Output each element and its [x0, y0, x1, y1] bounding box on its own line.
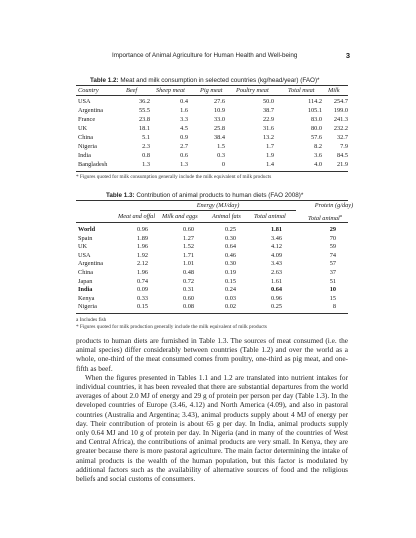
table-1-2-cell: 2.7 — [180, 143, 188, 150]
energy-group-header: Energy (MJ/day) — [196, 202, 240, 209]
table-1-2-header-rule — [76, 95, 348, 96]
table-1-3-row-label: Nigeria — [78, 303, 97, 311]
table-1-3-header-rule — [76, 222, 348, 223]
table-1-2-col-header: Beef — [126, 87, 138, 94]
table-1-2-caption-text: Meat and milk consumption in selected countries (kg/head/year) (FAO)* — [118, 77, 320, 84]
table-1-2-cell: 4.0 — [314, 161, 322, 168]
table-1-2-row-label: Bangladesh — [78, 161, 108, 168]
table-1-3-cell: 0.30 — [224, 260, 236, 268]
table-1-2-cell: 0.3 — [217, 152, 225, 159]
table-1-3-cell: 70 — [329, 234, 336, 242]
table-1-3-cell: 1.01 — [182, 260, 194, 268]
table-1-2-cell: 55.5 — [138, 107, 150, 114]
table-1-3-col-header: Milk and eggs — [162, 213, 198, 220]
table-1-3-cell: 0.30 — [224, 234, 236, 242]
table-1-2-cell: 36.2 — [138, 98, 150, 105]
table-1-3-row-label: USA — [78, 251, 91, 259]
table-1-3-cell: 0.25 — [270, 303, 282, 311]
table-1-2-caption — [90, 77, 320, 84]
table-1-3-row-label: Kenya — [78, 294, 95, 302]
table-1-2-cell: 0 — [221, 161, 225, 168]
table-1-3-cell: 0.19 — [224, 269, 236, 276]
table-1-3-cell: 10 — [329, 286, 336, 294]
table-1-3-row-label: World — [78, 226, 96, 233]
table-1-3-cell: 74 — [329, 251, 336, 259]
table-1-2-cell: 21.9 — [336, 161, 348, 168]
table-1-3-cell: 8 — [332, 303, 336, 311]
table-1-3-cell: 1.27 — [182, 234, 194, 242]
energy-group-rule — [140, 210, 296, 211]
table-1-2-cell: 4.5 — [180, 125, 188, 132]
table-1-2-cell: 1.7 — [266, 143, 274, 150]
table-1-2-cell: 23.8 — [138, 116, 150, 123]
table-1-2-label: Table 1.2: — [90, 77, 119, 84]
table-1-3-cell: 1.96 — [136, 269, 148, 276]
table-1-2-cell: 50.0 — [262, 98, 274, 105]
table-1-2-cell: 3.6 — [314, 152, 322, 159]
table-1-2-bottom-rule — [76, 171, 348, 172]
table-1-3-cell: 1.71 — [182, 251, 194, 259]
table-1-2-cell: 5.1 — [142, 134, 150, 141]
table-1-3-cell: 0.25 — [224, 226, 236, 233]
table-1-2-cell: 25.8 — [213, 125, 225, 132]
table-1-3-cell: 1.92 — [136, 251, 148, 259]
table-1-3-cell: 0.46 — [224, 251, 236, 259]
table-1-3-top-rule — [76, 200, 348, 201]
footnote-marker-a: a — [339, 213, 343, 218]
paragraph-2: When the figures presented in Tables 1.1 and 1.2 are translated into nutrient intakes for individual countries, it has been revealed that there are substantial departures from the world averages of about 2.0 MJ of energy and 29 g of protein per person per day (Table 1.3). In the developed countries of Europe (3.46, 4.12) and North America (4.09), and also in pastoral countries (Australia and Argentina; 3.43), animal products supply about 4 MJ of energy per day. Their contribution of protein is about 65 g per day. In India, animal products supply only 0.64 MJ and 10 g of protein per day. In Nigeria (and in many of the countries of West and Central Africa), the contributions of animal products are very small. In Kenya, they are greater because there is more pastoral agriculture. The main factor determining the intake of animal products is the wealth of the human population, but this factor is modulated by additional factors such as the availability of alternative sources of food and the religious beliefs and social customs of consumers. — [76, 372, 348, 484]
table-1-3-cell: 0.24 — [224, 286, 236, 294]
table-1-3-cell: 0.60 — [182, 226, 194, 233]
table-1-3-cell: 0.64 — [270, 286, 282, 294]
table-1-3-cell: 1.61 — [270, 277, 282, 285]
table-1-2-cell: 1.3 — [142, 161, 150, 168]
table-1-3-cell: 0.64 — [224, 243, 236, 251]
table-1-3-label: Table 1.3: — [106, 192, 135, 199]
table-1-2-cell: 7.9 — [340, 143, 348, 150]
table-1-2-cell: 254.7 — [333, 98, 348, 105]
table-1-2-row-label: India — [78, 152, 91, 159]
table-1-3-col-header: Meat and offal — [118, 213, 156, 220]
table-1-3-cell: 51 — [329, 277, 336, 285]
table-1-3-cell: 0.15 — [136, 303, 148, 311]
table-1-3-footnote-a: a Includes fish — [76, 317, 107, 323]
table-1-2-cell: 1.5 — [217, 143, 225, 150]
table-1-2-cell: 0.6 — [180, 152, 188, 159]
table-1-3-bottom-rule — [76, 313, 348, 314]
table-1-3-row-label: India — [78, 286, 93, 294]
table-1-2-cell: 3.3 — [180, 116, 188, 123]
table-1-2-row-label: France — [78, 116, 96, 123]
table-1-2-cell: 1.4 — [266, 161, 274, 168]
table-1-2-cell: 1.9 — [266, 152, 274, 159]
table-1-2-col-header: Pig meat — [200, 87, 223, 94]
table-1-2-cell: 1.3 — [180, 161, 188, 168]
table-1-2-cell: 0.9 — [180, 134, 188, 141]
table-1-3-row-label: Spain — [78, 234, 93, 242]
protein-group-header: Protein (g/day) — [314, 202, 354, 209]
table-1-3-cell: 0.02 — [224, 303, 236, 311]
table-1-2-cell: 33.0 — [213, 116, 225, 123]
table-1-2-col-header: Sheep meat — [156, 87, 185, 94]
table-1-2-row-label: Argentina — [78, 107, 104, 114]
table-1-2-cell: 22.9 — [262, 116, 274, 123]
table-1-2-cell: 0.4 — [180, 98, 188, 105]
table-1-3-cell: 1.96 — [136, 243, 148, 251]
running-title: Importance of Animal Agriculture for Human Health and Well-being — [112, 52, 298, 59]
table-1-3-cell: 29 — [329, 226, 336, 233]
table-1-3-caption — [106, 192, 303, 199]
table-1-3-cell: 0.48 — [182, 269, 194, 276]
table-1-2-row-label: China — [78, 134, 94, 141]
table-1-3-cell: 2.12 — [136, 260, 148, 268]
table-1-2-cell: 232.2 — [333, 125, 348, 132]
table-1-3-cell: 37 — [329, 269, 336, 276]
table-1-2-cell: 10.9 — [213, 107, 225, 114]
table-1-2-cell: 38.4 — [213, 134, 225, 141]
table-1-3-cell: 3.46 — [270, 234, 282, 242]
table-1-2-cell: 114.2 — [308, 98, 322, 105]
table-1-2-cell: 1.6 — [180, 107, 188, 114]
table-1-2-cell: 38.7 — [262, 107, 274, 114]
page-number: 3 — [345, 51, 350, 60]
table-1-3-row-label: UK — [78, 243, 88, 251]
paragraph-1: products to human diets are furnished in Table 1.3. The sources of meat consumed (i.e. the animal species) differ considerably between countries (Table 1.2) and over the world as a whole, one-third of the meat consumed comes from poultry, one-third as pig meat, and one-fifth as beef. — [76, 336, 348, 373]
table-1-2-cell: 27.6 — [213, 98, 225, 105]
table-1-2-cell: 241.3 — [333, 116, 348, 123]
table-1-3-row-label: Japan — [78, 277, 93, 285]
table-1-2-top-rule — [76, 85, 348, 86]
table-1-3-row-label: China — [78, 269, 94, 276]
table-1-2-footnote: * Figures quoted for milk consumption generally include the milk equivalent of milk products — [76, 174, 272, 180]
table-1-2-cell: 2.3 — [142, 143, 150, 150]
table-1-3-cell: 4.12 — [270, 243, 282, 251]
table-1-3-col-header: Animal fats — [212, 213, 241, 220]
table-1-3-cell: 2.63 — [270, 269, 282, 276]
table-1-3-cell: 0.31 — [182, 286, 194, 294]
running-head — [0, 52, 416, 66]
table-1-2-cell: 57.6 — [310, 134, 322, 141]
table-1-3-cell: 1.52 — [182, 243, 194, 251]
table-1-2-cell: 18.1 — [138, 125, 150, 132]
table-1-3-col-header: Total animal$^a$ — [308, 213, 343, 223]
table-1-2-cell: 84.5 — [336, 152, 348, 159]
body-text — [76, 336, 348, 483]
table-1-3-cell: 0.72 — [182, 277, 194, 285]
table-1-2-cell: 13.2 — [262, 134, 274, 141]
table-1-3-cell: 0.74 — [136, 277, 148, 285]
table-1-3-cell: 1.81 — [270, 226, 282, 233]
table-1-3-cell: 57 — [329, 260, 336, 268]
table-1-3-cell: 0.33 — [136, 294, 148, 302]
table-1-2-cell: 31.6 — [262, 125, 274, 132]
table-1-3-cell: 0.15 — [224, 277, 236, 285]
table-1-2-cell: 8.2 — [314, 143, 322, 150]
table-1-3-cell: 0.60 — [182, 294, 194, 302]
table-1-3-cell: 1.89 — [136, 234, 148, 242]
table-1-3-cell: 0.08 — [182, 303, 194, 311]
table-1-3-cell: 15 — [329, 294, 336, 302]
table-1-2-row-label: Nigeria — [78, 143, 97, 150]
table-1-2-cell: 199.0 — [333, 107, 348, 114]
table-1-3-cell: 0.09 — [136, 286, 148, 294]
table-1-2-cell: 83.0 — [310, 116, 322, 123]
table-1-3-cell: 59 — [329, 243, 336, 251]
table-1-2-cell: 105.1 — [307, 107, 322, 114]
table-1-3-footnote-star: * Figures quoted for milk production generally include the milk equivalent of milk products — [76, 324, 267, 330]
table-1-3-row-label: Argentina — [78, 260, 104, 268]
table-1-2-col-header: Milk — [328, 87, 340, 94]
table-1-3-caption-text: Contribution of animal products to human diets (FAO 2008)* — [134, 192, 304, 199]
table-1-3-cell: 0.96 — [136, 226, 148, 233]
table-1-3-col-header: Total animal — [254, 213, 286, 220]
table-1-2-col-header: Country — [78, 87, 99, 94]
table-1-3-cell: 4.09 — [270, 251, 282, 259]
table-1-3-cell: 0.03 — [224, 294, 236, 302]
table-1-2-col-header: Poultry meat — [236, 87, 269, 94]
table-1-3-cell: 0.96 — [270, 294, 282, 302]
table-1-2-cell: 32.7 — [336, 134, 348, 141]
table-1-2-row-label: UK — [78, 125, 88, 132]
table-1-2-cell: 80.0 — [310, 125, 322, 132]
table-1-2-col-header: Total meat — [288, 87, 315, 94]
table-1-2-cell: 0.8 — [142, 152, 150, 159]
table-1-3-cell: 3.43 — [270, 260, 282, 268]
table-1-2-row-label: USA — [78, 98, 91, 105]
